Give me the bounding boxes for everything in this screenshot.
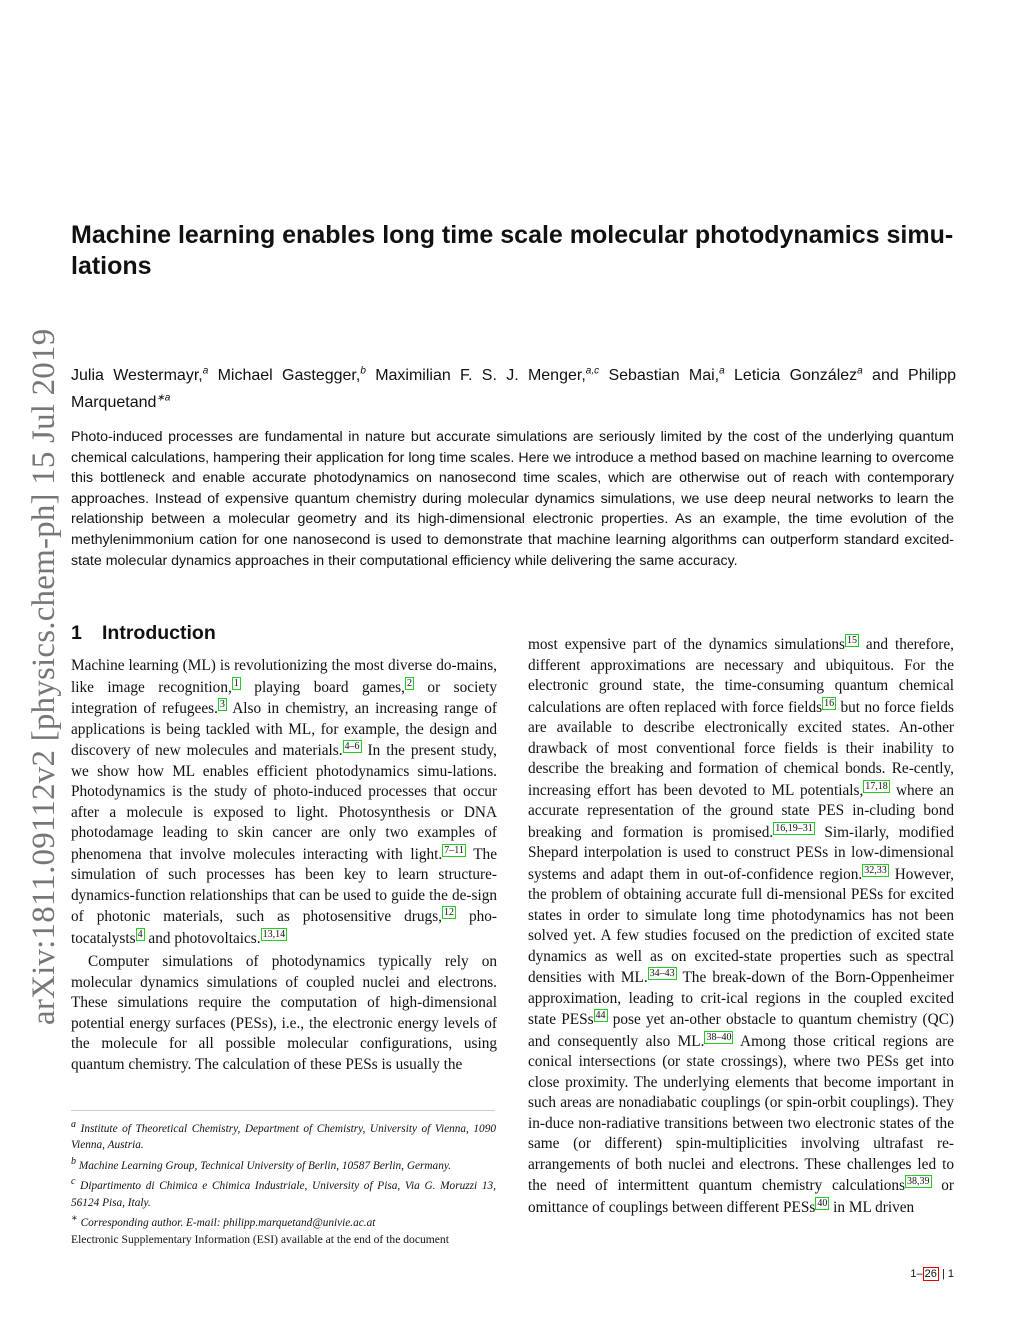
intro-paragraph: Machine learning (ML) is revolutionizing the most diverse do-mains, like image recognition, 1 playing board games, 2 or society integration of refugees. 3 Also in chemistry, an increasing range of applications is being tackled with ML, for example, the design and discovery of new molecules and materials. 4–6 In the present study, we show how ML enables efficient photodynamics simu-lations. Photodynamics is the study of photo-induced processes that occur after a molecule is exposed to light. Photosynthesis or DNA photodamage leading to skin cancer are only two examples of phenomena that involve molecules interacting with light. 7–11 The simulation of such processes has been key to learn structure-dynamics-function relationships that can be used to guide the de-sign of photonic materials, such as photosensitive drugs, 12 pho-tocatalysts 4 and photovoltaics. 13,14 [71, 657, 498, 947]
citation-link[interactable]: 38–40 [706, 1031, 732, 1043]
citation-link[interactable]: 4 [137, 928, 143, 940]
citation-link[interactable]: 38,39 [907, 1176, 930, 1187]
footnote: ∗ Corresponding author. E-mail: philipp.marquetand@univie.ac.at [71, 1213, 376, 1230]
page-total-link[interactable]: 26 [924, 1268, 937, 1280]
citation-link[interactable]: 15 [846, 635, 857, 646]
intro-paragraph: most expensive part of the dynamics simulations 15 and therefore, different approximations are necessary and ubiquitous. For the electronic ground state, the time-consuming quantum chemical calculations are often replaced with force fields 16 but no force fields are available to describe electronically excited states. An-other drawback of most conventional force fields is their inability to describe the breaking and formation of chemical bonds. Re-cently, increasing effort has been devoted to ML potentials, 17,18 where an accurate representation of the ground state PES in-cluding bond breaking and formation is promised. 16,19–31 Sim-ilarly, modified Shepard interpolation is used to construct PESs in low-dimensional systems and adapt them in out-of-confidence region. 32,33 However, the problem of obtaining accurate full di-mensional PESs for excited states in order to simulate long time photodynamics has not been solved yet. A few studies focused on the prediction of excited state dynamics as well as on excited-state properties such as spectral densities with ML. 34–43 The break-down of the Born-Oppenheimer approximation, leading to crit-ical regions in the coupled excited state PESs 44 pose yet an-other obstacle to quantum chemistry (QC) and consequently also ML. 38–40 Among those critical regions are conical intersections (or state crossings), where two PESs get into close proximity. The underlying elements that become important in such areas are nonadiabatic couplings (or spin-orbit couplings). They in-duce non-radiative transitions between two electronic states of the same (or different) spin-multiplicities involving ultrafast re-arrangements of both nuclei and electrons. These challenges led to the need of intermittent quantum chemistry calculations 38,39 or omittance of couplings between different PESs 40 in ML driven [528, 635, 955, 1216]
author: and Philipp Marquetand$^{∗a}$ [71, 367, 957, 411]
abstract: Photo-induced processes are fundamental in nature but accurate simulations are seriously limited by the cost of the underlying quantum chemical calculations, hampering their application for long time scales. Here we introduce a method based on machine learning to overcome this bottleneck and enable accurate photodynamics on nanosecond time scales, which are otherwise out of reach with contemporary approaches. Instead of expensive quantum chemistry during molecular dynamics simulations, we use deep neural networks to learn the relationship between a molecular geometry and its high-dimensional electronic properties. As an example, the time evolution of the methylenimmonium cation for one nanosecond is used to demonstrate that machine learning algorithms can outperform standard excited-state molecular dynamics approaches in their computational efficiency while delivering the same accuracy. [71, 429, 954, 569]
citation-link[interactable]: 16 [824, 697, 835, 709]
esi-note: Electronic Supplementary Information (ESI) available at the end of the document [71, 1232, 449, 1246]
citation-link[interactable]: 1 [233, 677, 239, 689]
citation-link[interactable]: 34–43 [649, 968, 675, 979]
citation-link[interactable]: 16,19–31 [775, 822, 813, 834]
author-list [71, 361, 956, 414]
right-column [528, 634, 954, 1218]
citation-link[interactable]: 44 [595, 1010, 606, 1021]
citation-link[interactable]: 40 [817, 1197, 828, 1209]
section-heading: 1 Introduction [71, 622, 216, 644]
citation-link[interactable]: 12 [443, 907, 454, 918]
page-footer: 1– 26 | 1 [910, 1268, 954, 1280]
footnote: $^b$ Machine Learning Group, Technical University of Berlin, 10587 Berlin, Germany. [71, 1155, 452, 1172]
author: Maximilian F. S. J. Menger,$^{a,c}$ [375, 366, 600, 385]
citation-link[interactable]: 32,33 [864, 864, 887, 876]
citation-link[interactable]: 3 [219, 699, 225, 710]
arxiv-side-stamp: arXiv:1811.09112v2 [physics.chem-ph] 15 Jul 2019 [26, 328, 62, 1025]
paper-title: Machine learning enables long time scale molecular photodynamics simu-lations [71, 221, 954, 280]
citation-link[interactable]: 17,18 [865, 780, 888, 792]
citation-link[interactable]: 4–6 [344, 741, 360, 752]
footnote: $^c$ Dipartimento di Chimica e Chimica Industriale, University of Pisa, Via G. Moruzzi 13, 56124 Pisa, Italy. [71, 1176, 497, 1209]
citation-link[interactable]: 13,14 [262, 928, 286, 940]
citation-link[interactable]: 2 [406, 677, 412, 689]
author: Julia Westermayr,$^a$ [71, 366, 209, 385]
author: Leticia González$^a$ [734, 366, 863, 385]
author: Sebastian Mai,$^a$ [608, 366, 725, 385]
citation-link[interactable]: 7–11 [444, 844, 464, 856]
author: Michael Gastegger,$^b$ [217, 366, 366, 385]
footnotes [71, 1117, 496, 1248]
intro-paragraph: Computer simulations of photodynamics typically rely on molecular dynamics simulations of coupled nuclei and electrons. These simulations require the computation of high-dimensional potential energy surfaces (PESs), i.e., the electronic energy levels of the molecule for all possible molecular configurations, using quantum chemistry. The calculation of these PESs is usually the [71, 953, 497, 1073]
footnote-divider [71, 1110, 495, 1111]
footnote: $^a$ Institute of Theoretical Chemistry, Department of Chemistry, University of Vienna, 1090 Vienna, Austria. [71, 1119, 497, 1152]
left-column [71, 656, 497, 1075]
